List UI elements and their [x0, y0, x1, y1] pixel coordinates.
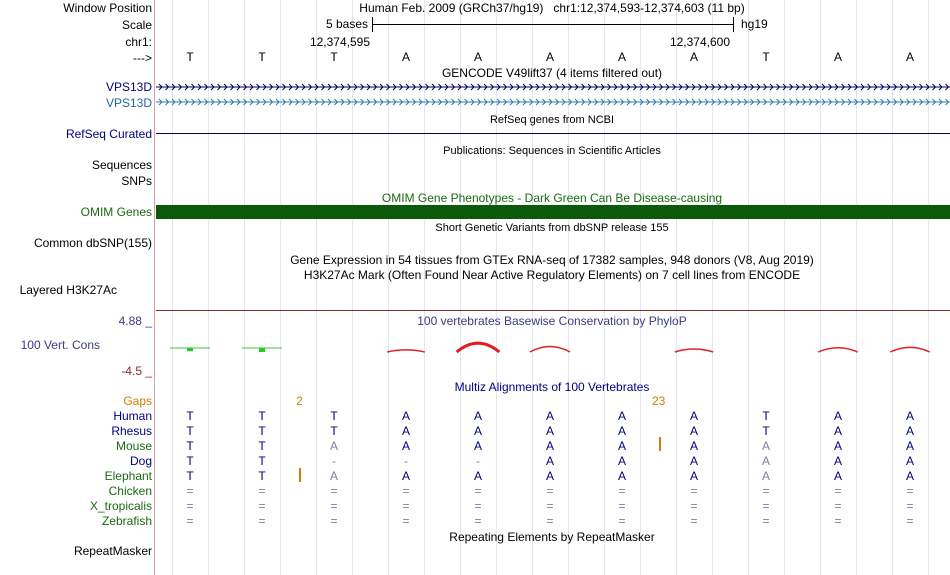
track-label-repeatmasker[interactable]: RepeatMasker [73, 544, 152, 558]
alignment-base: = [546, 514, 554, 528]
h3k27ac-baseline [156, 310, 950, 311]
track-label-sequences[interactable]: Sequences [91, 158, 152, 172]
track-label-layered-h3k27ac[interactable]: Layered H3K27Ac [19, 283, 117, 297]
phylop-bar [890, 347, 930, 352]
alignment-base: - [476, 454, 480, 468]
phylop-bar [818, 348, 857, 352]
alignment-base: = [834, 514, 842, 528]
reference-base: A [833, 50, 843, 64]
strand-arrow-label: ---> [133, 51, 152, 65]
alignment-base: T [186, 469, 194, 483]
alignment-base: A [545, 469, 555, 483]
alignment-base: = [402, 499, 410, 513]
gap-count: 23 [652, 394, 666, 408]
omim-gene-bar[interactable] [156, 205, 950, 219]
alignment-base: = [186, 514, 194, 528]
alignment-base: T [330, 424, 338, 438]
alignment-base: A [905, 454, 915, 468]
alignment-base: A [761, 454, 771, 468]
label-separator [154, 0, 155, 575]
alignment-base: = [330, 514, 338, 528]
refseq-track-title: RefSeq genes from NCBI [489, 114, 615, 126]
species-label: Rhesus [111, 424, 152, 438]
alignment-base: T [258, 454, 266, 468]
alignment-base: A [761, 439, 771, 453]
gtex-track-title: Gene Expression in 54 tissues from GTEx RNA-seq of 17382 samples, 948 donors (V8, Aug 2019) [290, 253, 814, 267]
alignment-base: = [834, 484, 842, 498]
species-label: Dog [129, 454, 152, 468]
alignment-base: A [833, 409, 843, 423]
alignment-base: = [618, 499, 626, 513]
alignment-base: A [473, 424, 483, 438]
alignment-base: A [617, 469, 627, 483]
coord-right: 12,374,600 [669, 35, 730, 49]
species-label: X_tropicalis [89, 499, 152, 513]
alignment-base: = [474, 499, 482, 513]
alignment-base: = [834, 499, 842, 513]
insertion-marker [299, 468, 301, 482]
alignment-base: A [689, 439, 699, 453]
reference-base: T [762, 50, 770, 64]
alignment-base: = [762, 484, 770, 498]
alignment-base: = [690, 514, 698, 528]
alignment-base: = [330, 484, 338, 498]
cons-max-label: 4.88 _ [118, 314, 152, 328]
alignment-base: A [833, 454, 843, 468]
insertion-marker [659, 437, 661, 451]
track-label-common-dbsnp[interactable]: Common dbSNP(155) [33, 236, 152, 250]
alignment-base: T [762, 409, 770, 423]
window-position-label: Window Position [63, 1, 152, 15]
alignment-base: A [617, 424, 627, 438]
publications-track-title: Publications: Sequences in Scientific Articles [443, 145, 661, 157]
coord-left: 12,374,595 [309, 35, 370, 49]
alignment-base: = [258, 514, 266, 528]
alignment-base: A [401, 469, 411, 483]
alignment-base: A [617, 439, 627, 453]
alignment-base: = [906, 514, 914, 528]
reference-base: A [617, 50, 627, 64]
alignment-base: = [906, 484, 914, 498]
species-label: Zebrafish [101, 514, 152, 528]
species-label: Mouse [115, 439, 152, 453]
alignment-base: = [546, 484, 554, 498]
alignment-base: - [404, 454, 408, 468]
alignment-base: A [329, 469, 339, 483]
alignment-base: A [401, 409, 411, 423]
alignment-base: A [833, 424, 843, 438]
alignment-base: A [833, 439, 843, 453]
alignment-base: = [258, 499, 266, 513]
alignment-base: A [617, 454, 627, 468]
alignment-base: = [258, 484, 266, 498]
alignment-base: = [474, 484, 482, 498]
phylop-bar [187, 348, 193, 351]
repeatmasker-track-title: Repeating Elements by RepeatMasker [449, 530, 655, 544]
chr-label: chr1: [125, 35, 152, 49]
alignment-base: A [329, 439, 339, 453]
alignment-base: A [689, 454, 699, 468]
alignment-base: T [762, 424, 770, 438]
reference-base: A [473, 50, 483, 64]
alignment-base: A [473, 469, 483, 483]
alignment-base: = [618, 484, 626, 498]
alignment-base: A [545, 439, 555, 453]
alignment-base: = [618, 514, 626, 528]
phylop-bar [675, 349, 713, 352]
alignment-base: = [762, 499, 770, 513]
reference-base: A [401, 50, 411, 64]
alignment-base: T [258, 424, 266, 438]
alignment-base: T [186, 454, 194, 468]
assembly-text: Human Feb. 2009 (GRCh37/hg19) [359, 1, 544, 15]
alignment-base: A [689, 409, 699, 423]
refseq-gene-line[interactable] [156, 133, 950, 134]
reference-base: T [186, 50, 194, 64]
track-label-100-vert-cons[interactable]: 100 Vert. Cons [20, 338, 100, 352]
alignment-base: A [905, 424, 915, 438]
phylop-plot[interactable] [156, 330, 950, 375]
alignment-base: T [258, 469, 266, 483]
reference-base: T [330, 50, 338, 64]
alignment-base: T [186, 424, 194, 438]
omim-track-title: OMIM Gene Phenotypes - Dark Green Can Be Disease-causing [381, 191, 723, 205]
scale-bar [372, 24, 733, 25]
gap-count: 2 [296, 394, 303, 408]
alignment-base: A [473, 409, 483, 423]
reference-base: A [905, 50, 915, 64]
alignment-base: A [905, 439, 915, 453]
alignment-base: T [258, 409, 266, 423]
alignment-base: A [473, 439, 483, 453]
alignment-base: T [186, 439, 194, 453]
alignment-base: A [689, 469, 699, 483]
species-label: Elephant [104, 469, 152, 483]
alignment-base: A [761, 469, 771, 483]
alignment-base: A [545, 454, 555, 468]
gaps-label: Gaps [123, 394, 152, 408]
phylop-bar [387, 350, 425, 352]
phylop-track-title: 100 vertebrates Basewise Conservation by PhyloP [417, 314, 687, 328]
alignment-base: = [474, 514, 482, 528]
alignment-base: A [617, 409, 627, 423]
alignment-base: = [330, 499, 338, 513]
alignment-base: - [332, 454, 336, 468]
alignment-base: = [402, 514, 410, 528]
gencode-track-title: GENCODE V49lift37 (4 items filtered out) [441, 66, 663, 80]
alignment-base: A [401, 439, 411, 453]
h3k27ac-track-title: H3K27Ac Mark (Often Found Near Active Regulatory Elements) on 7 cell lines from ENCODE [303, 268, 801, 282]
track-label-vps13d-1[interactable]: VPS13D [105, 80, 152, 94]
alignment-base: = [546, 499, 554, 513]
scale-bar-right-tick [733, 17, 734, 32]
alignment-base: = [186, 499, 194, 513]
reference-base: A [689, 50, 699, 64]
dbsnp-track-title: Short Genetic Variants from dbSNP release 155 [435, 222, 669, 234]
species-label: Human [113, 409, 152, 423]
alignment-base: = [906, 499, 914, 513]
alignment-base: T [186, 409, 194, 423]
track-label-omim[interactable]: OMIM Genes [80, 205, 152, 219]
track-label-vps13d-2[interactable]: VPS13D [105, 96, 152, 110]
scale-db-text: hg19 [741, 17, 768, 31]
track-label-snps[interactable]: SNPs [121, 174, 152, 188]
alignment-base: = [402, 484, 410, 498]
alignment-base: T [258, 439, 266, 453]
position-header [359, 1, 744, 15]
alignment-base: A [905, 409, 915, 423]
cons-min-label: -4.5 _ [121, 364, 152, 378]
phylop-bar [530, 347, 570, 352]
phylop-bar [457, 343, 500, 352]
vps13d-gene-tracks[interactable] [156, 82, 950, 112]
track-label-refseq[interactable]: RefSeq Curated [65, 127, 152, 141]
alignment-base: = [690, 484, 698, 498]
alignment-base: = [186, 484, 194, 498]
alignment-base: A [833, 469, 843, 483]
alignment-base: T [330, 409, 338, 423]
reference-base: A [545, 50, 555, 64]
reference-base: T [258, 50, 266, 64]
position-text: chr1:12,374,593-12,374,603 (11 bp) [553, 1, 745, 15]
scale-label: Scale [121, 18, 152, 32]
alignment-base: = [690, 499, 698, 513]
species-label: Chicken [108, 484, 152, 498]
alignment-base: A [545, 409, 555, 423]
alignment-base: A [545, 424, 555, 438]
alignment-base: A [905, 469, 915, 483]
scale-text: 5 bases [325, 17, 368, 31]
phylop-bar [259, 348, 265, 352]
alignment-base: A [401, 424, 411, 438]
alignment-base: A [689, 424, 699, 438]
multiz-track-title: Multiz Alignments of 100 Vertebrates [454, 380, 650, 394]
alignment-base: = [762, 514, 770, 528]
